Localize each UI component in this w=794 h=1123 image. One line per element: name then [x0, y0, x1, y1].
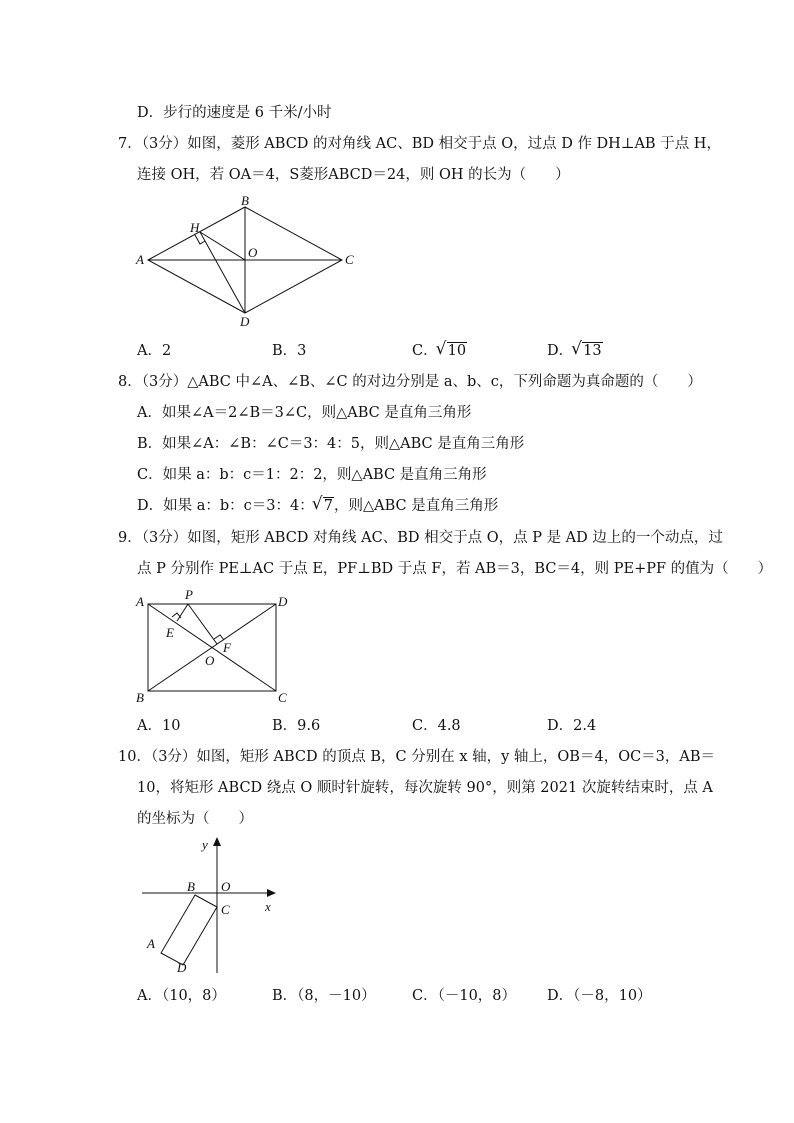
q7-label-o: O [248, 245, 258, 260]
q8-option-b: B．如果∠A：∠B：∠C＝3：4：5，则△ABC 是直角三角形 [137, 436, 525, 452]
q9-label-p: P [185, 587, 193, 602]
q7-label-b: B [241, 195, 249, 208]
q9-rectangle-figure [132, 586, 297, 708]
q7-right-angle-mark [195, 235, 205, 244]
q10-option-b: B．（8，－10） [272, 988, 376, 1004]
q6-option-d: D．步行的速度是 6 千米/小时 [137, 105, 332, 121]
q10-label-c: C [221, 902, 230, 917]
q8-stem: 8．（3分）△ABC 中∠A、∠B、∠C 的对边分别是 a、b、c，下列命题为真命题的（ ） [118, 374, 702, 390]
q9-label-c: C [278, 690, 287, 705]
q7-option-d-prefix: D． [547, 343, 574, 359]
q9-label-e: E [166, 625, 174, 640]
q10-label-b: B [187, 879, 195, 894]
q7-sqrt-13: √ 13 [573, 341, 602, 361]
q9-segment-pf [188, 604, 217, 644]
q9-option-c: C．4.8 [412, 718, 461, 734]
q7-option-c-prefix: C． [412, 343, 438, 359]
q10-x-arrow [267, 889, 276, 897]
q10-label-d: D [177, 960, 187, 975]
q7-option-b: B．3 [272, 343, 307, 359]
q9-label-d: D [278, 594, 288, 609]
q9-label-b: B [136, 690, 144, 705]
q10-label-o: O [221, 879, 231, 894]
q7-label-c: C [345, 252, 354, 267]
q9-option-d: D．2.4 [547, 718, 597, 734]
q8-option-d: D．如果 a：b：c＝3：4：√ 7，则△ABC 是直角三角形 [137, 496, 498, 516]
q9-label-a: A [136, 594, 144, 609]
q7-stem-line1: 7．（3分）如图，菱形 ABCD 的对角线 AC、BD 相交于点 O，过点 D 作 DH⊥AB 于点 H， [118, 136, 721, 152]
q7-option-c [412, 341, 467, 361]
q7-label-d: D [240, 314, 250, 329]
q9-stem-line1: 9．（3分）如图，矩形 ABCD 对角线 AC、BD 相交于点 O，点 P 是 AD 边上的一个动点，过 [118, 530, 723, 546]
q7-option-d [547, 341, 603, 361]
q10-option-c: C．（－10，8） [412, 988, 517, 1004]
q7-segment-oh [200, 232, 245, 260]
q8-option-a: A．如果∠A＝2∠B＝3∠C，则△ABC 是直角三角形 [137, 405, 472, 421]
q7-label-h: H [190, 220, 200, 235]
q9-label-o: O [205, 653, 215, 668]
q10-option-a: A．（10，8） [137, 988, 226, 1004]
q10-stem-line1: 10．（3分）如图，矩形 ABCD 的顶点 B，C 分别在 x 轴，y 轴上，OB＝4，OC＝3，AB＝ [118, 749, 716, 765]
q7-sqrt-10: √ 10 [438, 341, 467, 361]
q7-stem-line2: 连接 OH，若 OA＝4，S菱形ABCD＝24，则 OH 的长为（ ） [137, 167, 570, 183]
q7-label-a: A [136, 252, 144, 267]
q10-label-y: y [202, 837, 208, 852]
q8-option-c: C．如果 a：b：c＝1：2：2，则△ABC 是直角三角形 [137, 467, 487, 483]
q9-segment-pe [177, 604, 188, 621]
q10-y-arrow [213, 837, 221, 846]
q9-option-b: B．9.6 [272, 718, 321, 734]
q10-stem-line3: 的坐标为（ ） [137, 811, 253, 827]
q7-option-a: A．2 [137, 343, 172, 359]
q9-label-f: F [223, 640, 231, 655]
q7-rhombus-figure [132, 195, 362, 330]
q10-option-d: D．（－8，10） [547, 988, 652, 1004]
q8-sqrt-7: √ 7 [314, 496, 334, 516]
q9-stem-line2: 点 P 分别作 PE⊥AC 于点 E，PF⊥BD 于点 F，若 AB＝3，BC＝4，则 PE+PF 的值为（ ） [137, 561, 773, 577]
q10-label-x: x [265, 899, 271, 914]
q10-coordinate-figure [132, 835, 282, 980]
q10-rectangle [161, 895, 217, 965]
q9-option-a: A．10 [137, 718, 181, 734]
q10-label-a: A [147, 936, 155, 951]
q10-stem-line2: 10，将矩形 ABCD 绕点 O 顺时针旋转，每次旋转 90°，则第 2021 次旋转结束时，点 A [137, 780, 713, 796]
